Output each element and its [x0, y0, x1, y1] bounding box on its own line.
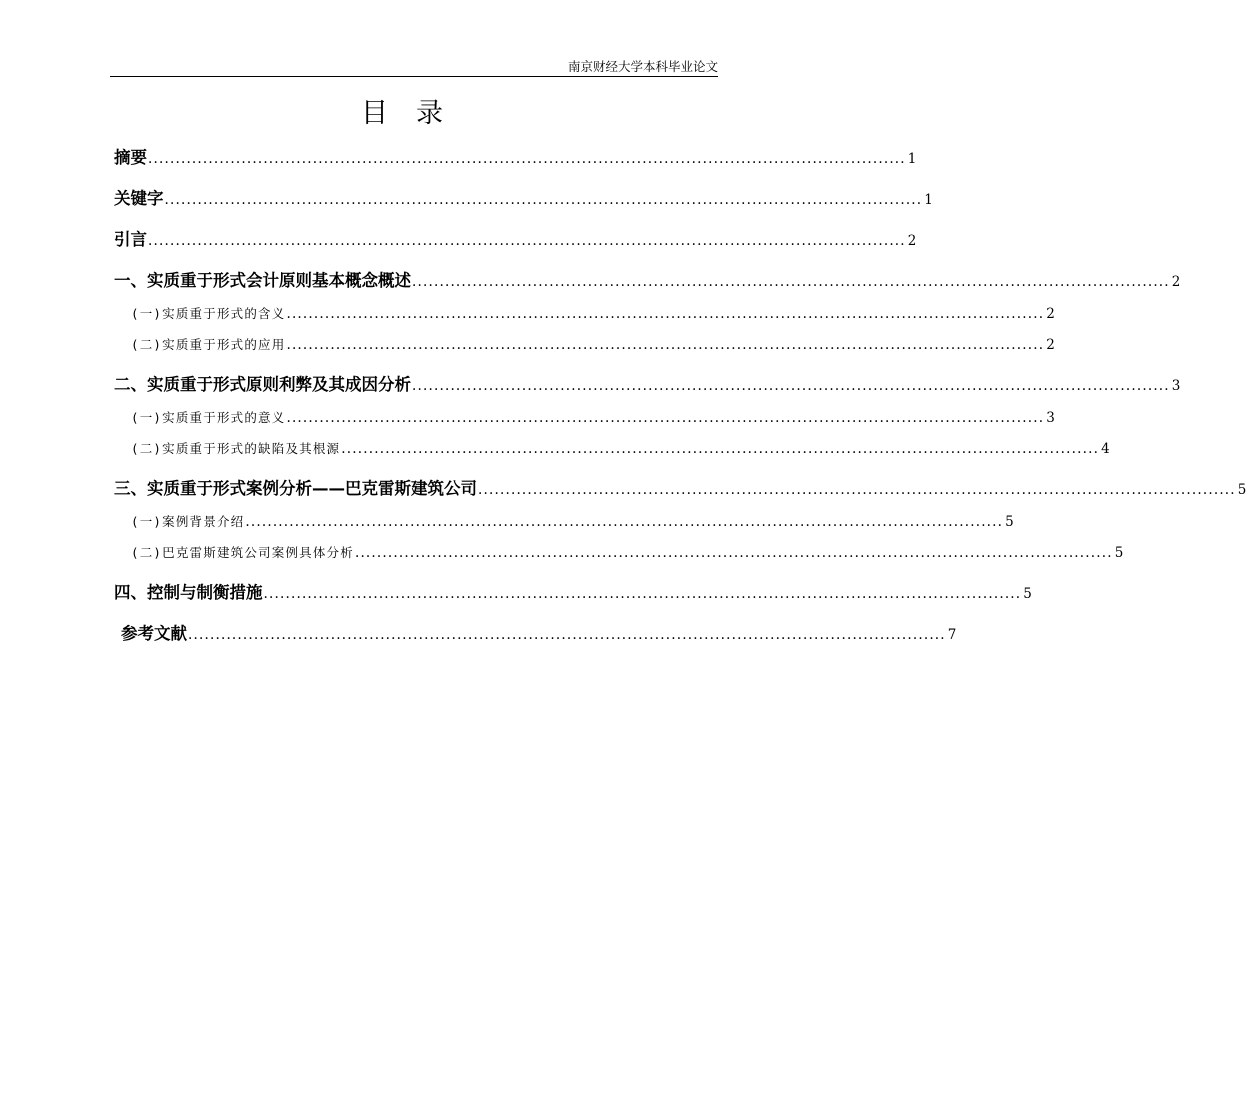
toc-entry-label: (一)实质重于形式的含义: [131, 306, 286, 321]
running-header: 南京财经大学本科毕业论文: [110, 57, 718, 77]
toc-page-number: 2: [1046, 306, 1057, 322]
toc-entry-chapter-3[interactable]: [114, 475, 1248, 499]
toc-title: 目录: [361, 98, 471, 129]
toc-entry-section-1-2[interactable]: [131, 335, 1057, 353]
dot-leader: ..........................................................................................................................................: [341, 441, 1100, 457]
toc-page-number: 7: [947, 627, 958, 643]
dot-leader: ..........................................................................................................................................: [245, 514, 1004, 530]
toc-entry-label: 一、实质重于形式会计原则基本概念概述: [114, 271, 411, 290]
toc-page-number: 5: [1023, 586, 1034, 602]
toc-entry-label: 关键字: [114, 189, 164, 208]
dot-leader: ..........................................................................................................................................: [412, 274, 1170, 290]
dot-leader: ..........................................................................................................................................: [188, 627, 946, 643]
toc-page-number: 4: [1101, 441, 1111, 457]
dot-leader: ..........................................................................................................................................: [286, 410, 1045, 426]
toc-page-number: 5: [1237, 482, 1248, 498]
toc-entry-label: 二、实质重于形式原则利弊及其成因分析: [114, 375, 411, 394]
dot-leader: ..........................................................................................................................................: [478, 482, 1236, 498]
dot-leader: ..........................................................................................................................................: [263, 586, 1022, 602]
toc-entry-section-3-1[interactable]: [131, 512, 1015, 530]
toc-entry-label: 摘要: [114, 148, 147, 167]
dot-leader: ..........................................................................................................................................: [148, 233, 906, 249]
toc-entry-label: (二)实质重于形式的缺陷及其根源: [131, 441, 341, 456]
toc-entry-section-3-2[interactable]: [131, 543, 1125, 561]
toc-entry-abstract[interactable]: [114, 144, 918, 168]
toc-page-number: 5: [1114, 545, 1125, 561]
dot-leader: ..........................................................................................................................................: [286, 337, 1045, 353]
dot-leader: ..........................................................................................................................................: [148, 151, 906, 167]
toc-page-number: 2: [1171, 274, 1182, 290]
toc-entry-label: 引言: [114, 230, 147, 249]
toc-entry-section-1-1[interactable]: [131, 304, 1057, 322]
toc-entry-references[interactable]: [121, 620, 958, 644]
toc-page-number: 5: [1005, 514, 1015, 530]
toc-entry-label: 四、控制与制衡措施: [114, 583, 263, 602]
toc-entry-chapter-1[interactable]: [114, 267, 1182, 291]
toc-entry-chapter-4[interactable]: [114, 579, 1034, 603]
toc-entry-label: 参考文献: [121, 624, 187, 643]
toc-entry-keywords[interactable]: [114, 185, 935, 209]
toc-entry-label: (一)实质重于形式的意义: [131, 410, 286, 425]
dot-leader: ..........................................................................................................................................: [354, 545, 1113, 561]
toc-page-number: 1: [907, 151, 918, 167]
toc-entry-section-2-1[interactable]: [131, 408, 1057, 426]
toc-page-number: 2: [907, 233, 918, 249]
toc-entry-label: (一)案例背景介绍: [131, 514, 245, 529]
toc-entry-chapter-2[interactable]: [114, 371, 1182, 395]
toc-page-number: 3: [1046, 410, 1057, 426]
toc-entry-introduction[interactable]: [114, 226, 918, 250]
toc-entry-label: (二)巴克雷斯建筑公司案例具体分析: [131, 545, 354, 560]
toc-entry-label: 三、实质重于形式案例分析——巴克雷斯建筑公司: [114, 479, 477, 498]
dot-leader: ..........................................................................................................................................: [412, 378, 1170, 394]
toc-entry-label: (二)实质重于形式的应用: [131, 337, 286, 352]
toc-entry-section-2-2[interactable]: [131, 439, 1111, 457]
toc-page-number: 2: [1046, 337, 1057, 353]
toc-page-number: 1: [924, 192, 935, 208]
dot-leader: ..........................................................................................................................................: [286, 306, 1045, 322]
dot-leader: ..........................................................................................................................................: [164, 192, 923, 208]
toc-page-number: 3: [1171, 378, 1182, 394]
